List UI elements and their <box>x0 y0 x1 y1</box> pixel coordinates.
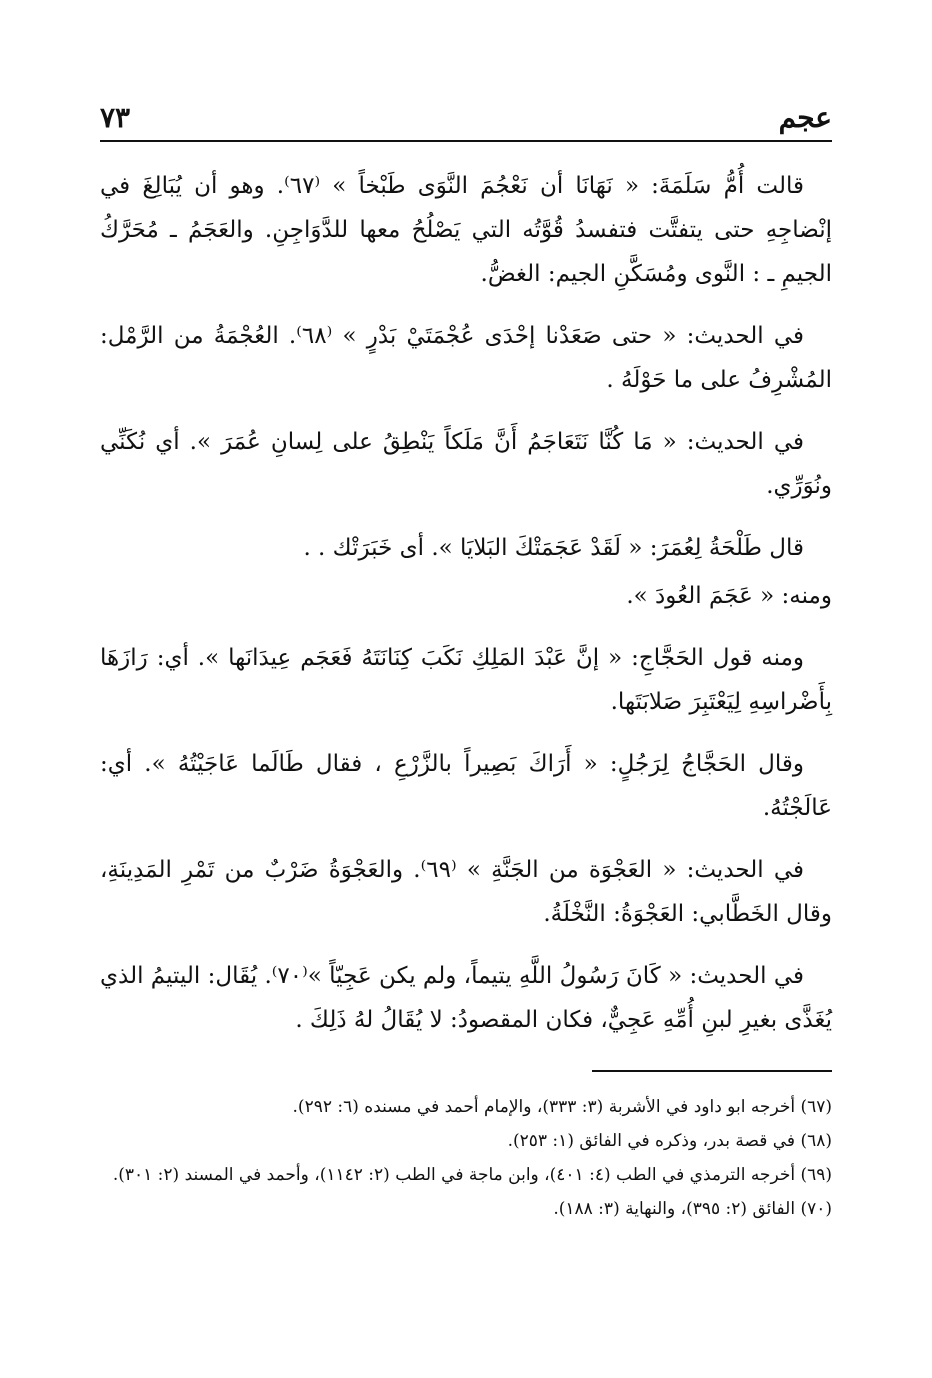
paragraph-nataajam: في الحديث: « مَا كُنَّا نَتَعَاجَمُ أَنَّ مَلَكاً يَنْطِقُ على لِسانِ عُمَرَ ». أي نُكَنِّي ونُوَرِّي. <box>100 429 832 499</box>
footnotes <box>100 1090 832 1226</box>
paragraph-ajama-al-ud: ومنه: « عَجَمَ العُودَ ». <box>626 583 832 609</box>
footnote-67: (٦٧) أخرجه ابو داود في الأشربة (٣: ٣٣٣)، والإمام أحمد في مسنده (٦: ٢٩٢). <box>292 1097 832 1117</box>
footnote-69: (٦٩) أخرجه الترمذي في الطب (٤: ٤٠١)، وابن ماجة في الطب (٢: ١١٤٢)، وأحمد في المسند (٢: ٣٠١). <box>112 1165 832 1185</box>
paragraph-ajwa: في الحديث: « العَجْوَة من الجَنَّةِ » ⁽٦٩⁾. والعَجْوَةُ ضَرْبٌ من تَمْرِ المَدِينَةِ، وقال الخَطَّابي: العَجْوَةُ: النَّخْلَةُ. <box>100 857 832 927</box>
footnote-70: (٧٠) الفائق (٢: ٣٩٥)، والنهاية (٣: ١٨٨). <box>553 1199 832 1219</box>
page-number: ٧٣ <box>100 101 131 134</box>
book-page <box>100 82 832 1226</box>
running-head: عجم <box>778 101 832 134</box>
paragraph-talha: قال طَلْحَةُ لِعُمَرَ: « لَقَدْ عَجَمَتْكَ البَلايَا ». أى خَبَرَتْك . . <box>303 535 804 561</box>
paragraph-hajjaj-1: ومنه قول الحَجَّاجِ: « إنَّ عَبْدَ المَلِكِ نَكَبَ كِنَانَتَهُ فَعَجَم عِيدَانَها ». أي: رَازَهَا بِأَضْراسِهِ لِيَعْتَبِرَ صَلابَتَها. <box>100 645 832 715</box>
paragraph-ajiyy: في الحديث: « كَانَ رَسُولُ اللَّهِ يتيماً، ولم يكن عَجِيّاً »⁽٧٠⁾. يُقَال: اليتيمُ الذي يُغَذَّى بغيرِ لبنِ أُمِّهِ عَجِيٌّ، فكان المقصودُ: لا يُقَالُ لهُ ذَلِكَ . <box>100 963 832 1033</box>
footnote-rule <box>592 1070 832 1072</box>
paragraph-hajjaj-2: وقال الحَجَّاجُ لِرَجُلٍ: « أَرَاكَ بَصِيراً بالزَّرْعِ ، فقال طَالَما عَاجَيْتُهُ ». أي: عَالَجْتُهُ. <box>100 751 832 821</box>
page-header <box>100 82 832 134</box>
paragraph-umm-salama: قالت أُمُّ سَلَمَةَ: « نَهَانَا أن نَعْجُمَ النَّوَى طَبْخاً » ⁽٦٧⁾. وهو أن يُبَالِغَ في إنْضاجِهِ حتى يتفتَّت فتفسدُ قُوَّتُه التي يَصْلُحُ معها للدَّوَاجِنِ. والعَجَمُ ـ مُحَرَّكُ الجيمِ ـ : النَّوى ومُسَكَّنِ الجيم: الغضُّ. <box>100 173 832 287</box>
paragraph-ujmat-badr: في الحديث: « حتى صَعَدْنا إحْدَى عُجْمَتَيْ بَدْرٍ » ⁽٦٨⁾. العُجْمَةُ من الرَّمْل: المُشْرِفُ على ما حَوْلَهُ . <box>100 323 832 393</box>
footnote-68: (٦٨) في قصة بدر، وذكره في الفائق (١: ٢٥٣). <box>507 1131 832 1151</box>
header-rule <box>100 140 832 142</box>
body-text <box>100 164 832 1042</box>
